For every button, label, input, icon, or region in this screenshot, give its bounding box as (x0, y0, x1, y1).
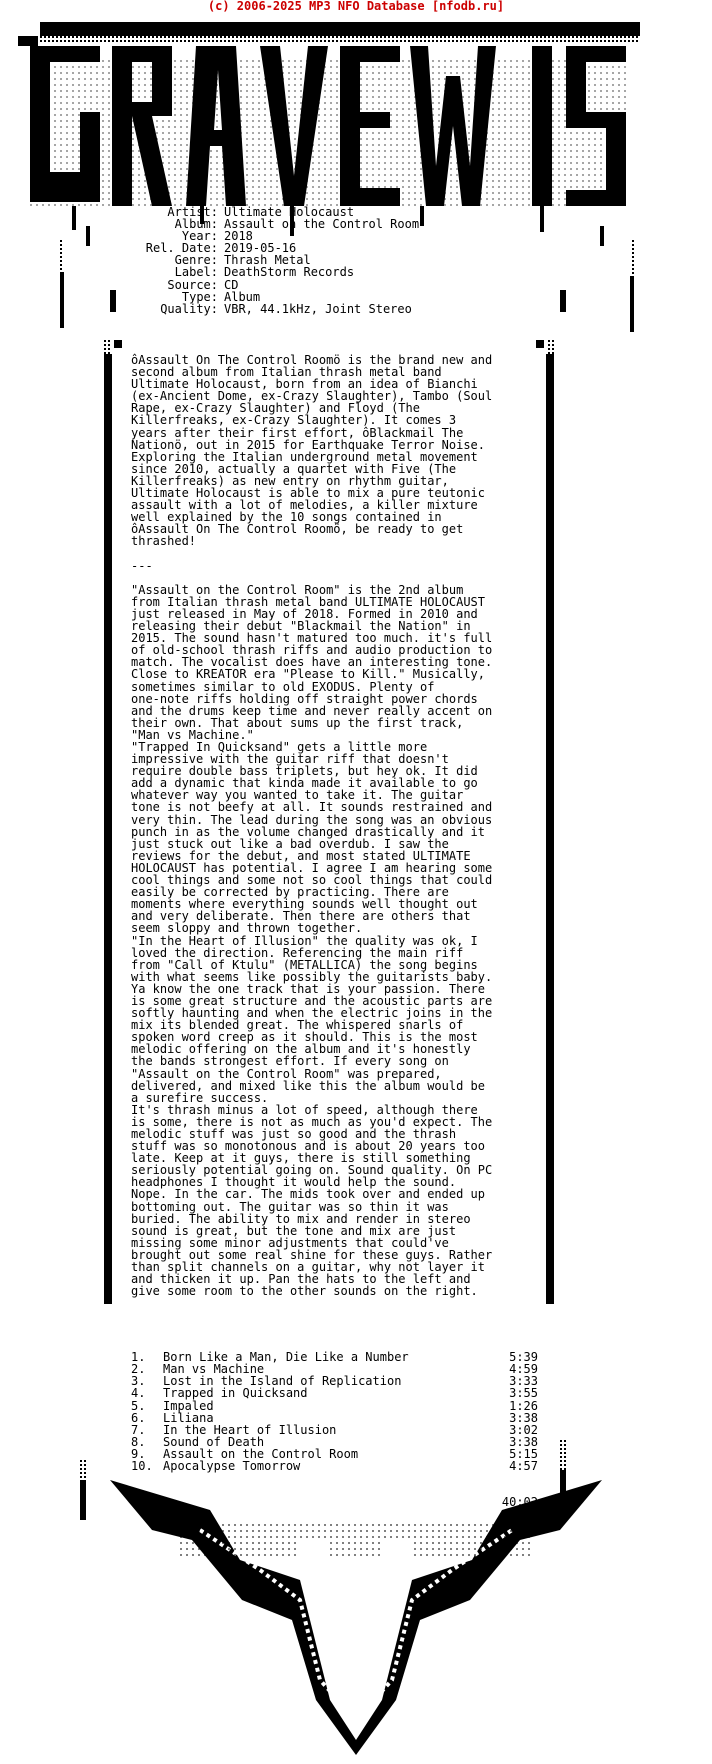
info-row (120, 279, 419, 291)
info-value: 2019-05-16 (224, 241, 297, 256)
track-time: 3:02 (509, 1422, 538, 1437)
info-key: Genre: (174, 253, 218, 268)
logo-mark (18, 22, 640, 236)
info-row (120, 266, 419, 278)
track-time: 1:26 (509, 1398, 538, 1413)
track-time: 3:55 (509, 1386, 538, 1401)
info-row (120, 218, 419, 230)
track-time: 3:33 (509, 1374, 538, 1389)
info-row (120, 291, 419, 303)
track-number: 3. (131, 1374, 146, 1389)
total-time: 40:02 (501, 1495, 538, 1510)
track-number: 2. (131, 1362, 146, 1377)
track-number: 4. (131, 1386, 146, 1401)
info-value: Album (224, 289, 261, 304)
info-key: Rel. Date: (145, 241, 218, 256)
info-key: Quality: (160, 301, 218, 316)
track-title: Apocalypse Tomorrow (163, 1459, 301, 1474)
info-key: Label: (174, 265, 218, 280)
track-row (131, 1400, 538, 1412)
track-row (131, 1387, 538, 1399)
track-number: 1. (131, 1350, 146, 1365)
info-row (120, 303, 419, 315)
track-title: Lost in the Island of Replication (163, 1374, 402, 1389)
track-title: Born Like a Man, Die Like a Number (163, 1350, 409, 1365)
track-time: 4:59 (509, 1362, 538, 1377)
track-time: 5:39 (509, 1350, 538, 1365)
info-value: Assault on the Control Room (224, 217, 420, 232)
release-info (120, 206, 419, 315)
track-title: Impaled (163, 1398, 214, 1413)
info-value: Thrash Metal (224, 253, 311, 268)
track-row (131, 1460, 538, 1472)
info-key: Year: (181, 229, 218, 244)
release-description: ôAssault On The Control Roomö is the brand new and second album from Italian thrash metal band Ultimate Holocaust, born from an idea of Bianchi (ex-Ancient Dome, ex-Crazy Slaughter), Tambo (Soul Rape, ex-Crazy Slaughter) and Floyd (The Killerfreaks, ex-Crazy Slaughter). It comes 3 years after their first effort, ôBlackmail The Nationö, out in 2015 for Earthquake Terror Noise. Exploring the Italian underground metal movement since 2010, actually a quartet with Five (The Killerfreaks) as new entry on rhythm guitar, Ultimate Holocaust is able to mix a pure teutonic assault with a lot of melodies, a killer mixture well explained by the 10 songs contained in ôAssault On The Control Roomö, be ready to get thrashed! --- "Assault on the Control Room" is the 2nd album from Italian thrash metal band ULTIMATE HOLOCAUST just released in May of 2018. Formed in 2010 and releasing their debut "Blackmail the Nation" in 2015. The sound hasn't matured too much. it's full of old-school thrash riffs and audio production to match. The vocalist does have an interesting tone. Close to KREATOR era "Please to Kill." Musically, sometimes similar to old EXODUS. Plenty of one-note riffs holding off straight power chords and the drums keep time and never really accent on their own. That about sums up the first track, "Man vs Machine." "Trapped In Quicksand" gets a little more impressive with the guitar riff that doesn't require double bass triplets, but hey ok. It did add a dynamic that kinda made it available to go whatever way you wanted to take it. The guitar tone is not beefy at all. It sounds restrained and very thin. The lead during the song was an obvious punch in as the volume changed drastically and it just stuck out like a bad overdub. I saw the reviews for the debut, and most stated ULTIMATE HOLOCAUST has potential. I agree I am hearing some cool things and some not so cool things that could easily be corrected by practicing. There are moments where everything sounds well thought out and very deliberate. Then there are others that seem sloppy and thrown together. "In the Heart of Illusion" the quality was ok, I loved the direction. Referencing the main riff from "Call of Ktulu" (METALLICA) the song begins with what seems like possibly the guitarists baby. Ya know the one track that is your passion. There is some great structure and the acoustic parts are softly haunting and when the electric joins in the mix its blended great. The whispered snarls of spoken word creep as it should. This is the most melodic offering on the album and it's honestly the bands strongest effort. If every song on "Assault on the Control Room" was prepared, delivered, and mixed like this the album would be a surefire success. It's thrash minus a lot of speed, although there is some, there is not as much as you'd expect. The melodic stuff was just so good and the thrash stuff was so monotonous and is about 20 years too late. Keep at it guys, there is still something seriously potential going on. Sound quality. On PC headphones I thought it would help the sound. Nope. In the car. The mids took over and ended up bottoming out. The guitar was so thin it was buried. The ability to mix and render in stereo sound is great, but the tone and mix are just missing some minor adjustments that could've brought out some real shine for these guys. Rather than split channels on a guitar, why not layer it and thicken it up. Pan the hats to the left and give some room to the other sounds on the right. (131, 353, 493, 1299)
track-number: 10. (131, 1459, 153, 1474)
track-number: 5. (131, 1398, 146, 1413)
track-title: Man vs Machine (163, 1362, 265, 1377)
info-value: CD (224, 277, 239, 292)
info-value: 2018 (224, 229, 253, 244)
track-row (131, 1412, 538, 1424)
track-time: 3:38 (509, 1410, 538, 1425)
info-key: Source: (167, 277, 218, 292)
info-value: Ultimate Holocaust (224, 205, 355, 219)
track-time: 4:57 (509, 1459, 538, 1474)
info-key: Album: (174, 217, 218, 232)
track-time: 5:15 (509, 1446, 538, 1461)
info-value: VBR, 44.1kHz, Joint Stereo (224, 301, 412, 316)
track-number: 8. (131, 1434, 146, 1449)
track-title: In the Heart of Illusion (163, 1422, 337, 1437)
track-title: Liliana (163, 1410, 214, 1425)
credit-banner: (c) 2006-2025 MP3 NFO Database [nfodb.ru] (207, 0, 505, 13)
tracklist (131, 1327, 538, 1521)
track-title: Trapped in Quicksand (163, 1386, 308, 1401)
track-title: Sound of Death (163, 1434, 265, 1449)
track-number: 6. (131, 1410, 146, 1425)
track-number: 9. (131, 1446, 146, 1461)
info-value: DeathStorm Records (224, 265, 355, 280)
info-key: Artist: (167, 205, 218, 219)
track-number: 7. (131, 1422, 146, 1437)
track-title: Assault on the Control Room (163, 1446, 359, 1461)
info-key: Type: (181, 289, 218, 304)
track-time: 3:38 (509, 1434, 538, 1449)
